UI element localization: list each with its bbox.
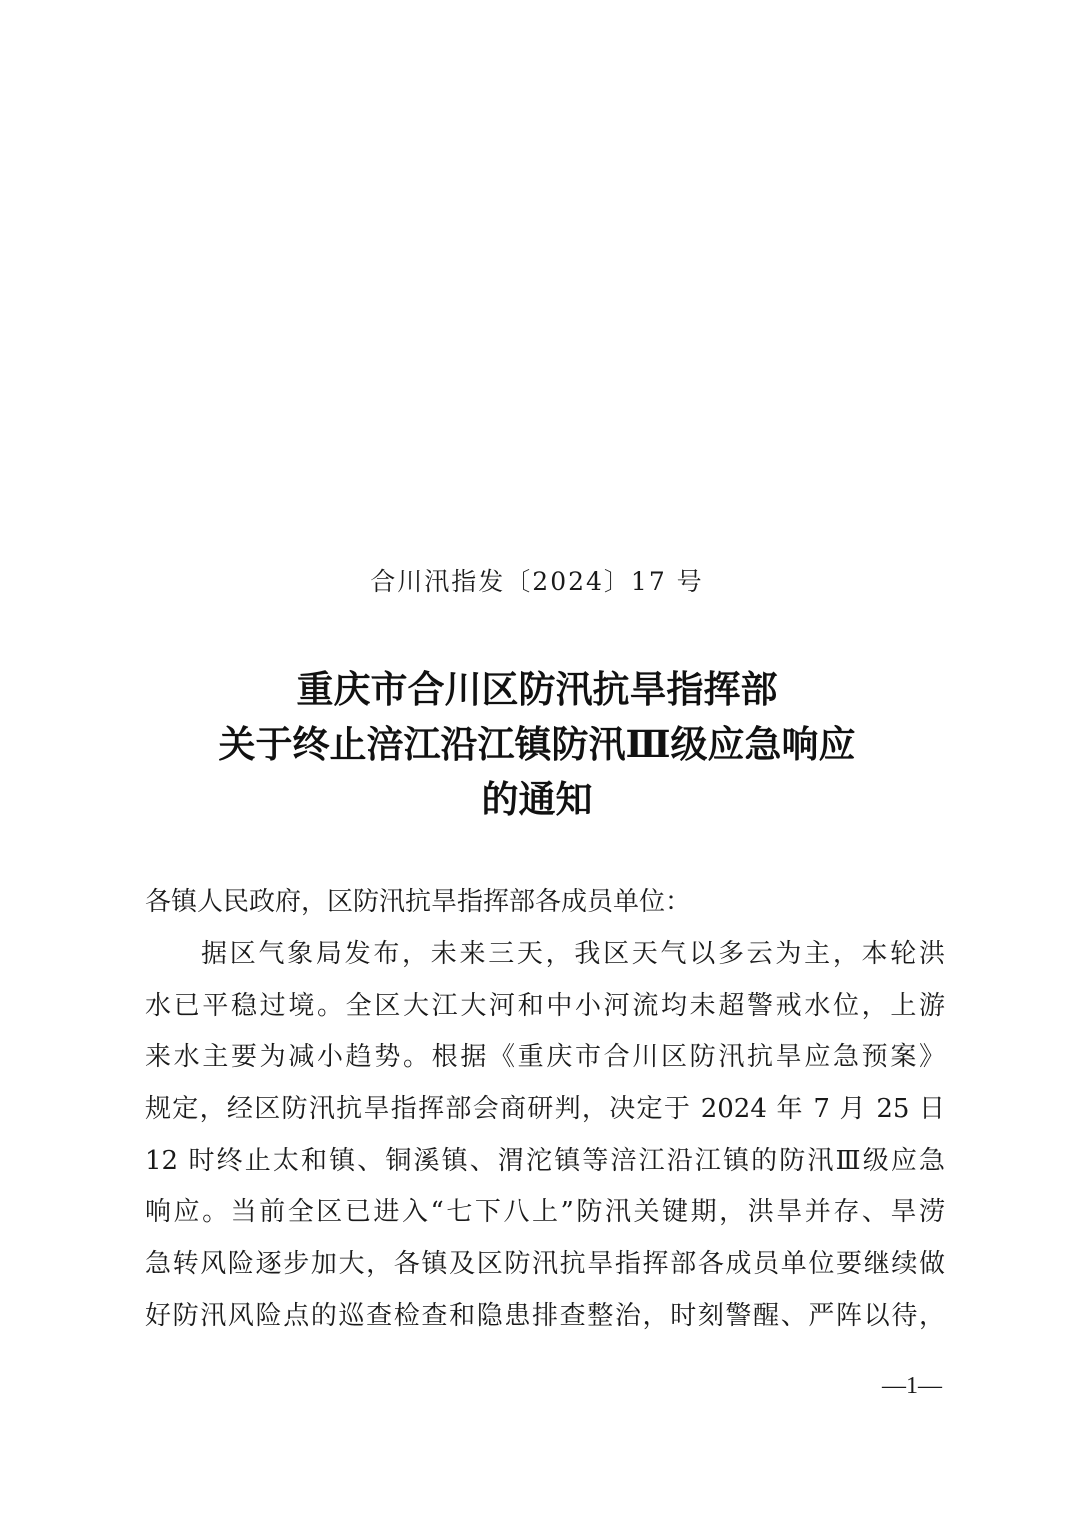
title-line-1: 重庆市合川区防汛抗旱指挥部 xyxy=(296,667,778,711)
document-number: 合川汛指发〔2024〕17 号 xyxy=(370,567,704,596)
body-paragraph xyxy=(145,932,945,1346)
document-title xyxy=(0,662,1074,827)
body-line-5: 12 时终止太和镇、铜溪镇、渭沱镇等涪江沿江镇的防汛Ⅲ级应急 xyxy=(145,1145,945,1176)
title-line-2: 关于终止涪江沿江镇防汛Ⅲ级应急响应 xyxy=(218,722,856,766)
body-line-1: 据区气象局发布，未来三天，我区天气以多云为主，本轮洪 xyxy=(201,939,945,969)
salutation: 各镇人民政府，区防汛抗旱指挥部各成员单位： xyxy=(145,887,692,917)
title-line-3: 的通知 xyxy=(481,777,593,821)
body-line-6: 响应。当前全区已进入“七下八上”防汛关键期，洪旱并存、旱涝 xyxy=(145,1197,945,1228)
body-line-8: 好防汛风险点的巡查检查和隐患排查整治，时刻警醒、严阵以待， xyxy=(145,1300,945,1331)
page-number: —1— xyxy=(882,1373,942,1399)
body-line-2: 水已平稳过境。全区大江大河和中小河流均未超警戒水位，上游 xyxy=(145,990,945,1021)
body-line-7: 急转风险逐步加大，各镇及区防汛抗旱指挥部各成员单位要继续做 xyxy=(145,1249,945,1280)
body-line-4: 规定，经区防汛抗旱指挥部会商研判，决定于 2024 年 7 月 25 日 xyxy=(145,1094,945,1125)
body-line-3: 来水主要为减小趋势。根据《重庆市合川区防汛抗旱应急预案》 xyxy=(145,1042,945,1073)
